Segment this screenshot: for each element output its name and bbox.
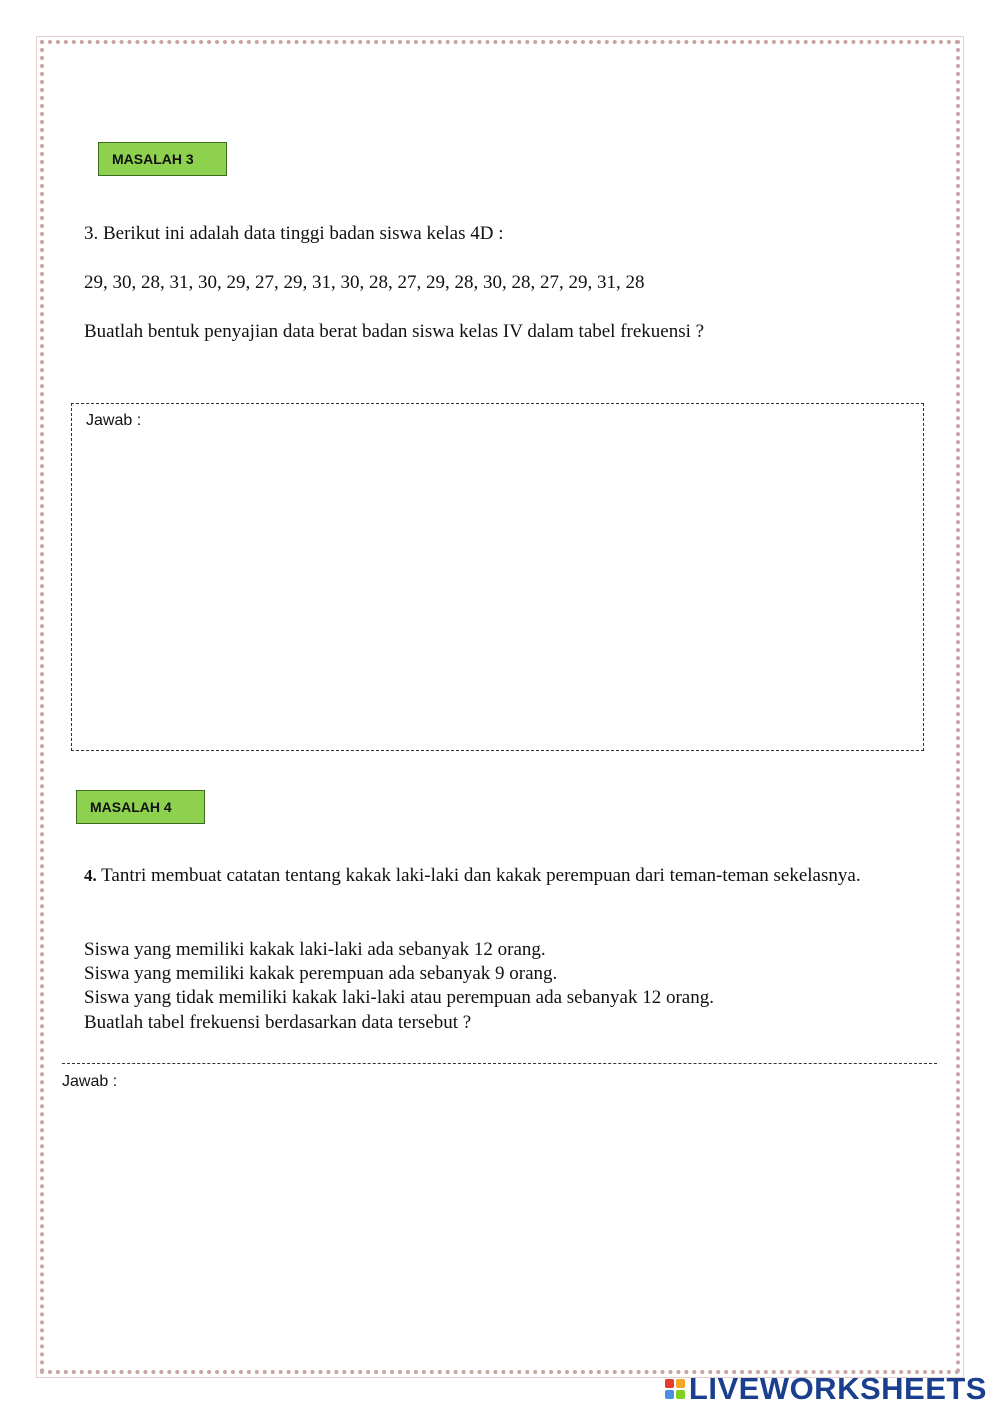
problem-3-answer-area[interactable]: [71, 403, 924, 751]
liveworksheets-logo: [665, 1371, 987, 1407]
problem-3-data: 29, 30, 28, 31, 30, 29, 27, 29, 31, 30, 28, 27, 29, 28, 30, 28, 27, 29, 31, 28: [84, 272, 645, 293]
logo-text: LIVEWORKSHEETS: [688, 1371, 987, 1406]
problem-4-answer-divider: [62, 1063, 937, 1064]
problem-4-answer-label: Jawab :: [62, 1073, 118, 1090]
problem-3-instruction: Buatlah bentuk penyajian data berat badan siswa kelas IV dalam tabel frekuensi ?: [84, 321, 705, 342]
logo-icon: [665, 1379, 685, 1399]
problem-4-line-3: Siswa yang tidak memiliki kakak laki-laki atau perempuan ada sebanyak 12 orang.: [84, 987, 714, 1008]
problem-4-answer-area[interactable]: [62, 1066, 937, 1366]
problem-4-question: [84, 864, 914, 889]
problem-4-question-text: Tantri membuat catatan tentang kakak laki-laki dan kakak perempuan dari teman-teman sekelasnya.: [96, 865, 861, 886]
problem-4-label-text: MASALAH 4: [90, 799, 172, 815]
problem-4-label: [76, 790, 205, 824]
problem-3-label-text: MASALAH 3: [112, 151, 194, 167]
problem-4-line-4: Buatlah tabel frekuensi berdasarkan data tersebut ?: [84, 1012, 472, 1033]
problem-4-line-2: Siswa yang memiliki kakak perempuan ada sebanyak 9 orang.: [84, 963, 558, 984]
logo-square-red: [665, 1379, 674, 1388]
problem-3-answer-label: Jawab :: [86, 412, 142, 429]
logo-square-green: [676, 1390, 685, 1399]
logo-square-blue: [665, 1390, 674, 1399]
problem-3-question: 3. Berikut ini adalah data tinggi badan siswa kelas 4D :: [84, 223, 504, 244]
problem-4-number: 4.: [84, 866, 97, 885]
problem-4-line-1: Siswa yang memiliki kakak laki-laki ada sebanyak 12 orang.: [84, 939, 546, 960]
logo-square-orange: [676, 1379, 685, 1388]
problem-3-label: [98, 142, 227, 176]
